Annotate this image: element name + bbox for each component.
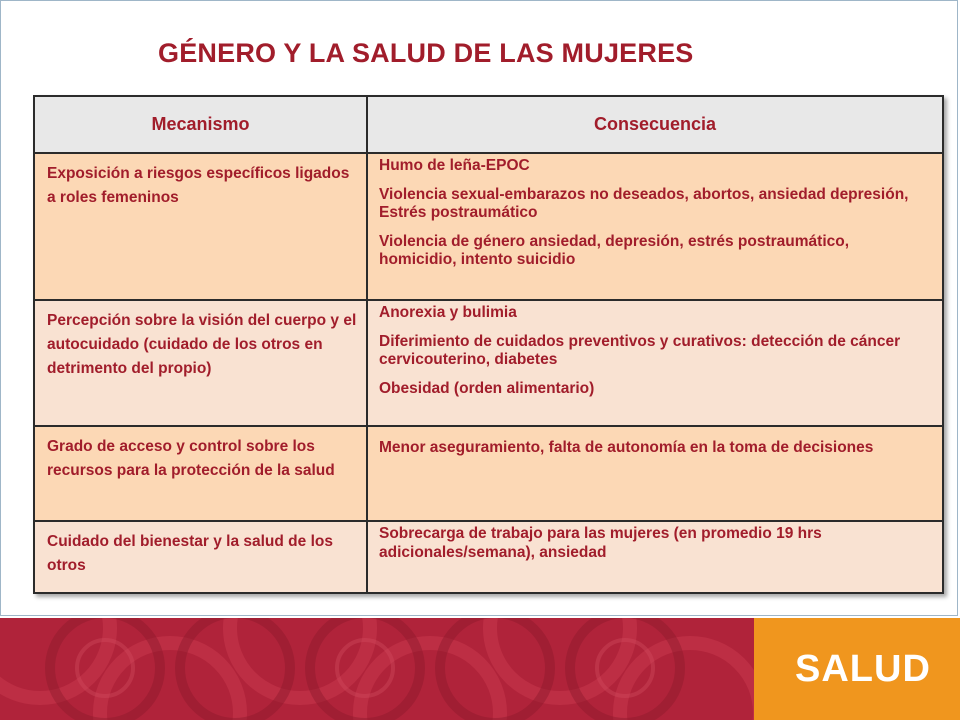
consequence-cell (367, 300, 943, 426)
consequence-item: Anorexia y bulimia (379, 304, 517, 321)
consequence-item: Humo de leña-EPOC (379, 157, 530, 174)
table-row (34, 521, 943, 593)
consequence-item: Violencia de género ansiedad, depresión, estrés postraumático, homicidio, intento suicidio (379, 232, 850, 269)
header-mecanismo: Mecanismo (34, 96, 367, 153)
decorative-pattern (0, 618, 754, 720)
table-row (34, 153, 943, 300)
consequence-cell (367, 521, 943, 593)
consequence-item: Obesidad (orden alimentario) (379, 379, 595, 397)
mechanism-cell: Percepción sobre la visión del cuerpo y el autocuidado (cuidado de los otros en detrimento del propio) (34, 300, 367, 426)
mechanism-cell: Cuidado del bienestar y la salud de los otros (34, 521, 367, 593)
mechanism-table (33, 95, 944, 594)
page-title: GÉNERO Y LA SALUD DE LAS MUJERES (158, 38, 694, 68)
table-row (34, 426, 943, 521)
footer-pattern-band (0, 618, 754, 720)
consequence-cell (367, 153, 943, 300)
mechanism-cell: Grado de acceso y control sobre los recursos para la protección de la salud (34, 426, 367, 521)
table-header-row (34, 96, 943, 153)
consequence-cell (367, 426, 943, 521)
table-row (34, 300, 943, 426)
consequence-item: Diferimiento de cuidados preventivos y curativos: detección de cáncer cervicouterino, diabetes (379, 332, 901, 369)
consequence-item: Menor aseguramiento, falta de autonomía en la toma de decisiones (379, 439, 874, 456)
consequence-item: Violencia sexual-embarazos no deseados, abortos, ansiedad depresión, Estrés postraumático (379, 185, 909, 222)
mechanism-cell: Exposición a riesgos específicos ligados a roles femeninos (34, 153, 367, 300)
consequence-item: Sobrecarga de trabajo para las mujeres (en promedio 19 hrs adicionales/semana), ansiedad (379, 525, 822, 561)
header-consecuencia: Consecuencia (367, 96, 943, 153)
brand-logo-text: SALUD (795, 648, 931, 690)
